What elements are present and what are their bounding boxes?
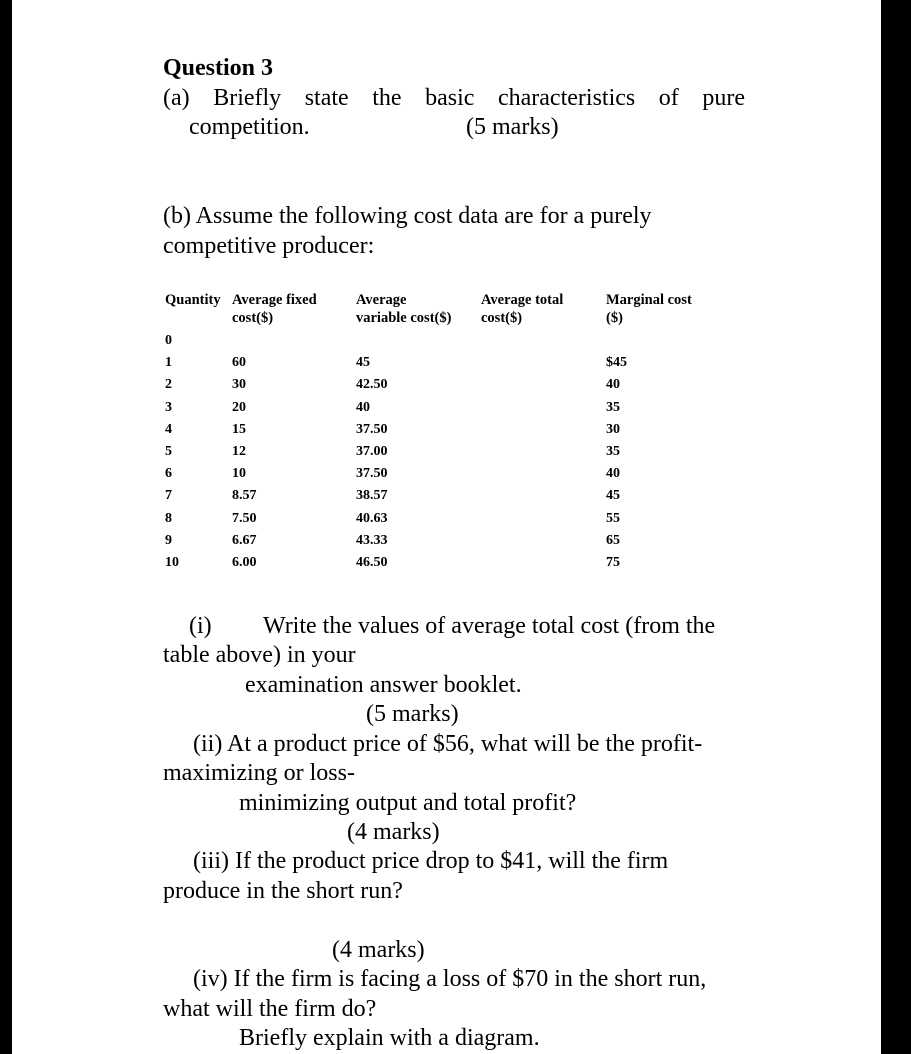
header-mc-line1: Marginal cost [606,292,692,308]
quantity-cell: 3 [165,400,172,415]
sub-ii-line1: (ii) At a product price of $56, what will be the profit- [193,731,703,757]
header-avc-line2: variable cost($) [356,310,452,326]
mc-cell: 75 [606,555,620,570]
quantity-cell: 4 [165,422,172,437]
avc-cell: 37.50 [356,466,388,481]
mc-cell: $45 [606,355,627,370]
quantity-cell: 9 [165,533,172,548]
part-b-line1: (b) Assume the following cost data are for a purely [163,203,652,229]
afc-cell: 8.57 [232,488,257,503]
mc-cell: 55 [606,511,620,526]
part-a-word: state [304,85,349,111]
header-afc-line1: Average fixed [232,292,317,308]
sub-iv-line1: (iv) If the firm is facing a loss of $70 in the short run, [193,966,707,992]
mc-cell: 45 [606,488,620,503]
afc-cell: 15 [232,422,246,437]
part-b-line2: competitive producer: [163,233,375,259]
afc-cell: 7.50 [232,511,257,526]
mc-cell: 30 [606,422,620,437]
sub-iii-line1: (iii) If the product price drop to $41, will the firm [193,848,669,874]
mc-cell: 35 [606,444,620,459]
part-a-word: pure [702,85,745,111]
quantity-cell: 8 [165,511,172,526]
sub-iii-line2: produce in the short run? [163,878,403,904]
sub-i-line2: table above) in your [163,642,356,668]
sub-ii-line2: maximizing or loss- [163,760,355,786]
afc-cell: 30 [232,377,246,392]
part-a-marks: (5 marks) [466,114,559,140]
afc-cell: 6.00 [232,555,257,570]
avc-cell: 43.33 [356,533,388,548]
afc-cell: 10 [232,466,246,481]
part-a-word: of [658,85,679,111]
avc-cell: 45 [356,355,370,370]
quantity-cell: 5 [165,444,172,459]
sub-i-line3: examination answer booklet. [245,672,522,698]
part-a-word: characteristics [497,85,636,111]
part-a-word: the [372,85,402,111]
avc-cell: 37.50 [356,422,388,437]
question-page [12,0,881,1054]
header-atc-line2: cost($) [481,310,523,326]
afc-cell: 6.67 [232,533,257,548]
sub-i-marks: (5 marks) [366,701,459,727]
part-a-word: Briefly [213,85,282,111]
part-a-word: (a) [163,85,190,111]
mc-cell: 35 [606,400,620,415]
sub-ii-line3: minimizing output and total profit? [239,790,577,816]
part-a-line2: competition. [189,114,310,140]
sub-ii-marks: (4 marks) [347,819,440,845]
header-afc-line2: cost($) [232,310,274,326]
quantity-cell: 2 [165,377,172,392]
quantity-cell: 6 [165,466,172,481]
avc-cell: 38.57 [356,488,388,503]
sub-iv-line3: Briefly explain with a diagram. [239,1025,540,1051]
part-a-line1 [163,84,745,113]
avc-cell: 42.50 [356,377,388,392]
quantity-cell: 10 [165,555,179,570]
sub-iii-marks: (4 marks) [332,937,425,963]
header-mc-line2: ($) [606,310,623,326]
avc-cell: 40.63 [356,511,388,526]
header-atc-line1: Average total [481,292,564,308]
afc-cell: 20 [232,400,246,415]
question-title: Question 3 [163,55,274,81]
part-a-word: basic [425,85,475,111]
quantity-cell: 1 [165,355,172,370]
header-quantity: Quantity [165,292,221,308]
avc-cell: 37.00 [356,444,388,459]
mc-cell: 40 [606,466,620,481]
mc-cell: 65 [606,533,620,548]
sub-iv-line2: what will the firm do? [163,996,377,1022]
avc-cell: 46.50 [356,555,388,570]
header-avc-line1: Average [356,292,407,308]
avc-cell: 40 [356,400,370,415]
sub-i-line1: Write the values of average total cost (from the [263,613,716,639]
mc-cell: 40 [606,377,620,392]
afc-cell: 12 [232,444,246,459]
sub-i-label: (i) [189,613,212,639]
quantity-cell: 7 [165,488,172,503]
quantity-cell: 0 [165,333,172,348]
afc-cell: 60 [232,355,246,370]
